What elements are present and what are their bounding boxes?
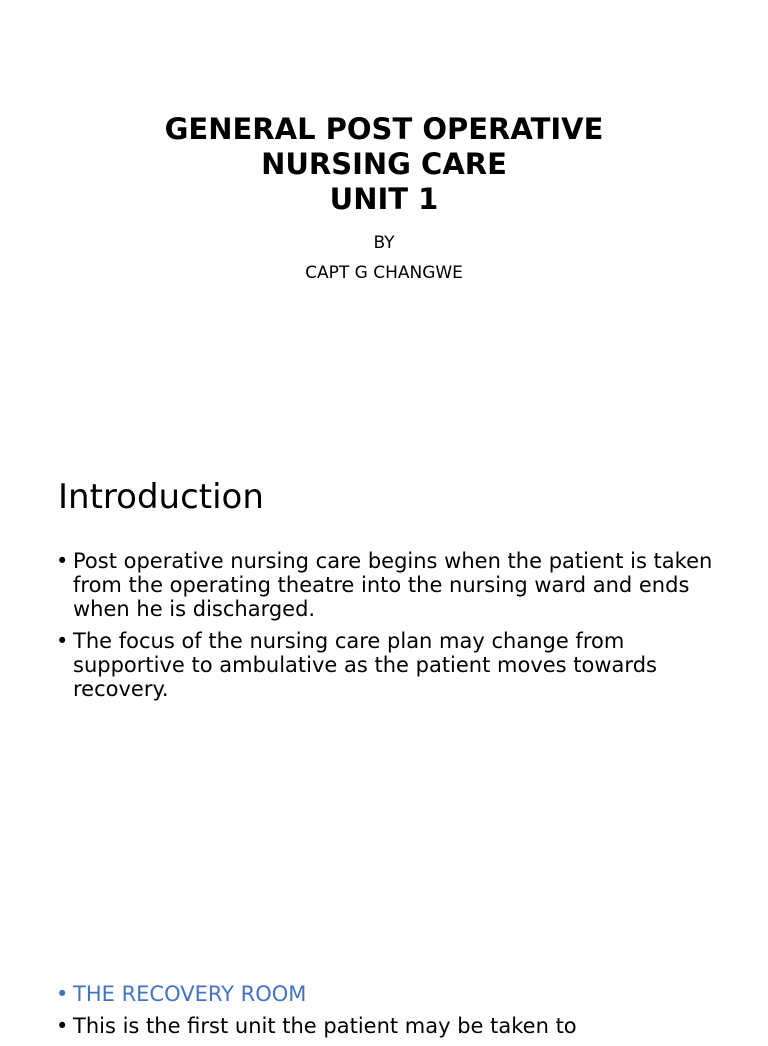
recovery-heading: THE RECOVERY ROOM [73, 982, 307, 1006]
list-item [56, 1014, 716, 1038]
bullet-icon: • [56, 629, 69, 653]
title-line-2: NURSING CARE [261, 147, 507, 181]
recovery-slide [0, 960, 768, 1038]
intro-slide [0, 460, 768, 960]
bullet-icon: • [56, 1014, 69, 1038]
by-label: BY [373, 233, 395, 253]
bullet-text: The focus of the nursing care plan may change from supportive to ambulative as the patient moves towards recovery. [73, 629, 657, 701]
title-line-1: GENERAL POST OPERATIVE [164, 112, 604, 146]
bullet-text: Post operative nursing care begins when the patient is taken from the operating theatre into the nursing ward and ends when he is discharged. [73, 549, 713, 621]
intro-bullet-list [56, 549, 716, 709]
list-item [56, 549, 716, 621]
list-item [56, 982, 716, 1006]
byline [0, 228, 768, 288]
title-line-3: UNIT 1 [329, 182, 439, 216]
title-slide [0, 0, 768, 460]
recovery-bullet-list [56, 982, 716, 1046]
intro-heading: Introduction [58, 477, 264, 517]
bullet-text: This is the first unit the patient may be taken to [73, 1014, 577, 1038]
list-item [56, 629, 716, 701]
slide-title [0, 112, 768, 217]
author-name: CAPT G CHANGWE [305, 263, 463, 283]
bullet-icon: • [56, 982, 69, 1006]
bullet-icon: • [56, 549, 69, 573]
